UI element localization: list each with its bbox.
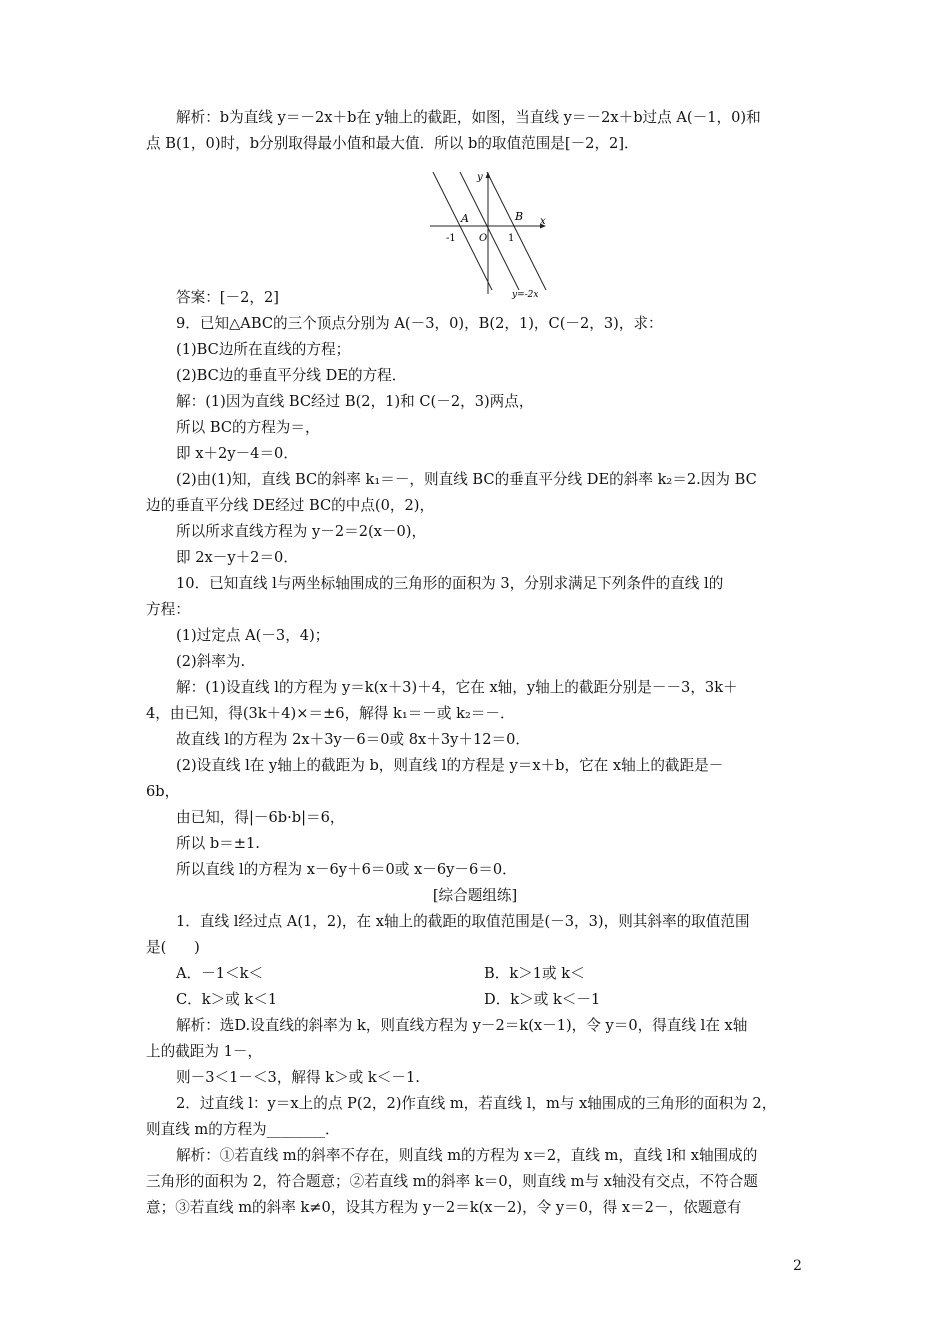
- text-line: 解：(1)设直线 l的方程为 y＝k(x＋3)＋4，它在 x轴，y轴上的截距分别是－－3，3k＋: [176, 679, 738, 696]
- text-line: 9．已知△ABC的三个顶点分别为 A(－3，0)，B(2，1)，C(－2，3)，求：: [176, 315, 663, 332]
- text-line: (2)斜率为.: [176, 653, 246, 670]
- text-line: 则直线 m的方程为________．: [146, 1121, 340, 1138]
- label-o: O: [479, 233, 488, 244]
- text-line: (2)设直线 l在 y轴上的截距为 b，则直线 l的方程是 y＝x＋b，它在 x轴上的截距是－: [176, 757, 724, 774]
- text-line: 解析：选D.设直线的斜率为 k，则直线方程为 y－2＝k(x－1)，令 y＝0，得直线 l在 x轴: [176, 1017, 748, 1034]
- text-line: (2)由(1)知，直线 BC的斜率 k₁＝－，则直线 BC的垂直平分线 DE的斜率 k₂＝2.因为 BC: [176, 471, 757, 488]
- text-line: 即 2x－y＋2＝0．: [176, 549, 298, 566]
- text-line: D．k＞或 k＜－1: [484, 991, 601, 1008]
- text-line: 意；③若直线 m的斜率 k≠0，设其方程为 y－2＝k(x－2)，令 y＝0，得 x＝2－，依题意有: [146, 1199, 742, 1216]
- text-line: 解析：b为直线 y＝－2x＋b在 y轴上的截距，如图，当直线 y＝－2x＋b过点 A(－1，0)和: [176, 109, 761, 126]
- text-line: 边的垂直平分线 DE经过 BC的中点(0，2)，: [146, 497, 435, 514]
- text-line: 2．过直线 l：y＝x上的点 P(2，2)作直线 m，若直线 l，m与 x轴围成的三角形的面积为 2，: [176, 1095, 777, 1112]
- label-a: A: [461, 212, 469, 225]
- text-line: 答案：[－2，2]: [176, 289, 279, 306]
- text-line: 方程：: [146, 601, 190, 618]
- line-y-eq-minus-2x: [460, 172, 519, 290]
- text-line: 4，由已知，得(3k＋4)×＝±6，解得 k₁＝－或 k₂＝－．: [146, 705, 515, 722]
- text-line: 所以直线 l的方程为 x－6y＋6＝0或 x－6y－6＝0．: [176, 861, 517, 878]
- text-line: 所以 BC的方程为＝，: [176, 419, 320, 436]
- label-b: B: [515, 210, 524, 223]
- line-through-a: [433, 172, 492, 290]
- text-line: 1．直线 l经过点 A(1，2)，在 x轴上的截距的取值范围是(－3，3)，则其斜率的取值范围: [176, 913, 750, 930]
- text-line: 上的截距为 1－，: [146, 1043, 263, 1060]
- text-line: B．k＞1或 k＜: [484, 965, 585, 982]
- label-minus-1: -1: [446, 233, 456, 244]
- text-line: 6b，: [146, 783, 180, 800]
- text-line: 所以 b＝±1.: [176, 835, 260, 852]
- text-line: (1)过定点 A(－3，4)；: [176, 627, 330, 644]
- label-1: 1: [508, 233, 515, 244]
- text-line: A．－1＜k＜: [176, 965, 264, 982]
- text-line: 三角形的面积为 2，符合题意；②若直线 m的斜率 k＝0，则直线 m与 x轴没有交点，不符合题: [146, 1173, 758, 1190]
- text-line: C．k＞或 k＜1: [176, 991, 278, 1008]
- text-line: 解：(1)因为直线 BC经过 B(2，1)和 C(－2，3)两点，: [176, 393, 534, 410]
- text-line: 10．已知直线 l与两坐标轴围成的三角形的面积为 3，分别求满足下列条件的直线 l的: [176, 575, 724, 592]
- text-line: 故直线 l的方程为 2x＋3y－6＝0或 8x＋3y＋12＝0．: [176, 731, 531, 748]
- line-graph-figure: [428, 170, 560, 300]
- page-number: 2: [793, 1258, 802, 1274]
- label-y: y: [477, 172, 483, 183]
- text-line: 解析：①若直线 m的斜率不存在，则直线 m的方程为 x＝2，直线 m，直线 l和 x轴围成的: [176, 1147, 758, 1164]
- text-line: (2)BC边的垂直平分线 DE的方程．: [176, 367, 407, 384]
- line-through-b: [487, 172, 546, 290]
- text-line: 所以所求直线方程为 y－2＝2(x－0)，: [176, 523, 427, 540]
- label-x: x: [540, 216, 546, 227]
- text-line: 是( ): [146, 939, 200, 956]
- text-line: (1)BC边所在直线的方程；: [176, 341, 351, 358]
- text-line: 由已知，得|－6b·b|＝6，: [176, 809, 345, 826]
- text-line: 则－3＜1－＜3，解得 k＞或 k＜－1.: [176, 1069, 420, 1086]
- text-line: 即 x＋2y－4＝0．: [176, 445, 298, 462]
- text-line: 点 B(1，0)时，b分别取得最小值和最大值．所以 b的取值范围是[－2，2]．: [146, 135, 639, 152]
- text-line: [综合题组练]: [432, 887, 518, 904]
- label-line-equation: y=-2x: [512, 290, 539, 300]
